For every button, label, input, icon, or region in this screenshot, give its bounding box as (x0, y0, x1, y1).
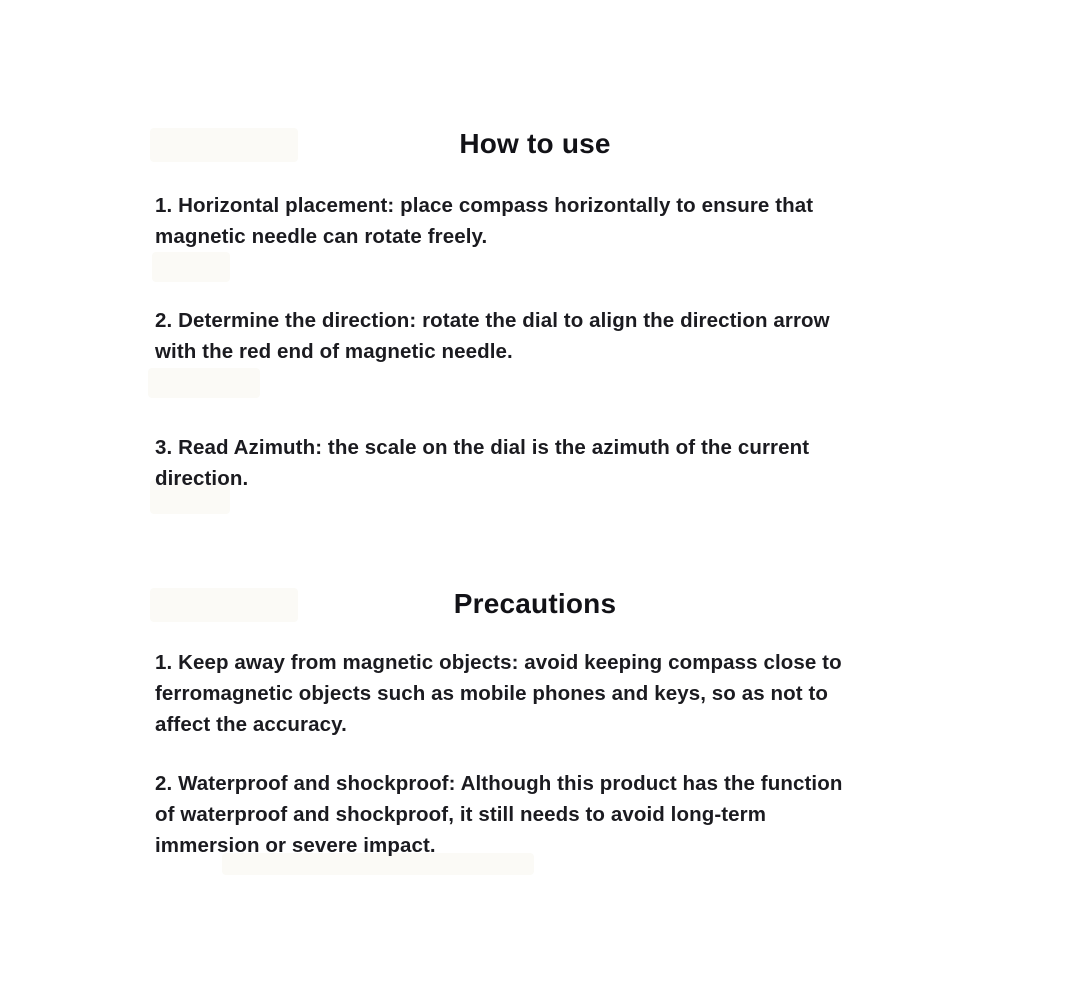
precaution-item-1-line-3: affect the accuracy. (155, 713, 347, 736)
how-to-use-section (155, 124, 930, 494)
precaution-item-2-line-2: of waterproof and shockproof, it still needs to avoid long-term (155, 803, 767, 826)
precaution-item-2 (155, 768, 937, 861)
precaution-item-1-line-2: ferromagnetic objects such as mobile phones and keys, so as not to (155, 682, 829, 705)
instruction-step-3-line-1: 3. Read Azimuth: the scale on the dial is the azimuth of the current (155, 436, 810, 459)
precaution-item-1-line-1: 1. Keep away from magnetic objects: avoid keeping compass close to (155, 651, 842, 674)
instruction-step-3 (155, 432, 937, 494)
precaution-item-1 (155, 647, 937, 740)
instruction-step-1-line-1: 1. Horizontal placement: place compass horizontally to ensure that (155, 194, 814, 217)
precautions-section (155, 584, 930, 861)
instruction-step-1 (155, 190, 937, 252)
instruction-step-3-line-2: direction. (155, 467, 249, 490)
instruction-step-1-line-2: magnetic needle can rotate freely. (155, 225, 488, 248)
instruction-step-2-line-1: 2. Determine the direction: rotate the dial to align the direction arrow (155, 309, 830, 332)
instruction-step-2-line-2: with the red end of magnetic needle. (155, 340, 513, 363)
how-to-use-title: How to use (459, 128, 611, 159)
precautions-title: Precautions (453, 588, 617, 619)
instruction-step-2 (155, 305, 937, 367)
precaution-item-2-line-3: immersion or severe impact. (155, 834, 436, 857)
precaution-item-2-line-1: 2. Waterproof and shockproof: Although this product has the function (155, 772, 843, 795)
